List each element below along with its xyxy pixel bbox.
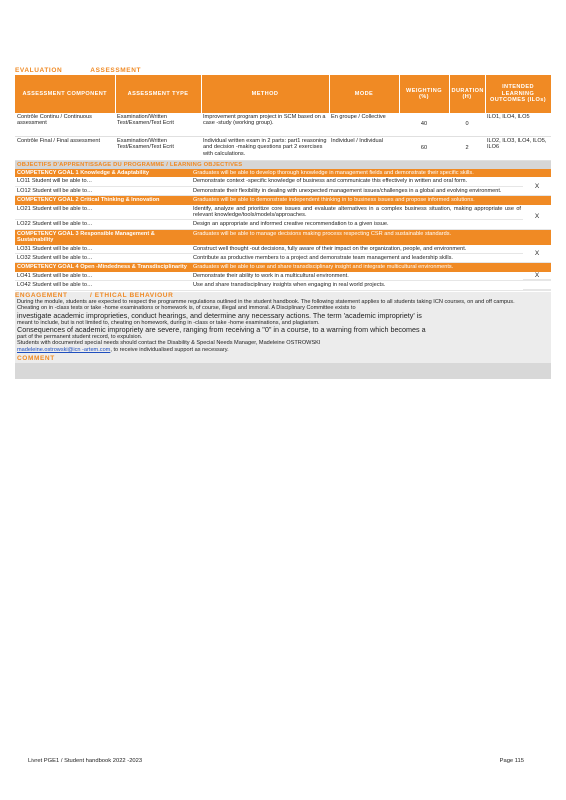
lo-id: LO31 Student will be able to… xyxy=(17,245,93,252)
learning-outcome-row xyxy=(15,245,523,254)
competency-title: COMPETENCY GOAL 4 Open -Mindedness & Transdisciplinarity xyxy=(17,264,187,271)
engagement-paragraph: investigate academic improprieties, conduct hearings, and determine any necessary actions. The term 'academic impropriety' is xyxy=(17,310,422,320)
header-cell: MODE xyxy=(329,75,399,113)
page-footer xyxy=(28,758,524,764)
lo-text: Demonstrate their ability to work in a multicultural environment. xyxy=(193,272,349,279)
component-cell: Contrôle Continu / Continuous assessment xyxy=(15,113,115,137)
competency-description: Graduates will be able to demonstrate independent thinking in to business issues and propose informed solutions. xyxy=(193,197,475,204)
lo-id: LO11 Student will be able to… xyxy=(17,178,93,185)
competency-goal-4 xyxy=(15,263,551,271)
lo-text: Identify, analyze and prioritize core issues and evaluate alternatives in a complex business situation, making appropriate use of relevant knowledge/tools/models/approaches. xyxy=(193,205,521,219)
engagement-paragraph: Students with documented special needs should contact the Disability & Special Needs Manager, Madeleine OSTROWSKI xyxy=(17,340,321,347)
alignment-mark: X xyxy=(523,205,551,230)
learning-outcome-row xyxy=(15,187,523,196)
competency-goal-2 xyxy=(15,196,551,204)
engagement-paragraph: Consequences of academic impropriety are severe, ranging from receiving a "0" in a course, to a warning from which becomes a xyxy=(17,324,426,334)
learning-objectives-bar: OBJECTIFS D'APPRENTISSAGE DU PROGRAMME / LEARNING OBJECTIVES xyxy=(15,161,551,169)
lo-id: LO32 Student will be able to… xyxy=(17,255,93,262)
evaluation-section-title: EVALUATION ASSESSMENT xyxy=(15,67,142,74)
learning-outcomes-group xyxy=(15,177,551,196)
alignment-mark: X xyxy=(523,272,551,280)
lo-id: LO21 Student will be able to… xyxy=(17,205,93,212)
table-row xyxy=(15,113,551,137)
header-cell: ASSESSMENT TYPE xyxy=(115,75,201,113)
learning-outcomes-group xyxy=(15,272,551,291)
learning-outcome-row xyxy=(15,254,523,263)
learning-outcome-row xyxy=(15,177,523,186)
lo-text: Use and share transdisciplinary insights when engaging in real world projects. xyxy=(193,282,386,289)
duration-cell: 0 xyxy=(449,113,485,137)
learning-outcome-row xyxy=(15,281,551,290)
page-content xyxy=(15,66,551,379)
engagement-section-title: ENGAGEMENT / ETHICAL BEHAVIOUR xyxy=(15,292,551,299)
competency-title: COMPETENCY GOAL 2 Critical Thinking & Innovation xyxy=(17,197,160,204)
competency-description: Graduates will be able to use and share transdisciplinary insight and integrate multicultural environments. xyxy=(193,264,454,271)
learning-outcome-row xyxy=(15,220,523,229)
method-cell: Individual written exam in 2 parts: part1 reasoning and decision -making questions part 2 exercises with calculations. xyxy=(201,137,329,161)
competency-goal-1 xyxy=(15,169,551,177)
header-cell: INTENDED LEARNING OUTCOMES (ILOs) xyxy=(485,75,551,113)
competency-title: COMPETENCY GOAL 3 Responsible Management & Sustainability xyxy=(17,230,155,244)
email-link[interactable]: madeleine.ostrowski@icn -artem.com xyxy=(17,346,111,353)
component-cell: Contrôle Final / Final assessment xyxy=(15,137,115,161)
duration-cell: 2 xyxy=(449,137,485,161)
engagement-paragraph: meant to include, but is not limited to, cheating on homework, during in -class or take -home examinations, and plagiarism. xyxy=(17,319,320,326)
header-cell: DURATION (H) xyxy=(449,75,485,113)
engagement-paragraph: During the module, students are expected to respect the programme regulations outlined in the student handbook. The following statement applies to all students taking ICN courses, on and off campus. xyxy=(17,298,515,305)
comment-section-title: COMMENT xyxy=(15,355,551,363)
learning-outcome-row xyxy=(15,205,523,221)
method-cell: Improvement program project in SCM based on a case -study (working group). xyxy=(201,113,329,137)
evaluation-table xyxy=(15,75,552,161)
lo-id: LO42 Student will be able to… xyxy=(17,282,93,289)
lo-text: Contribute as productive members to a project and demonstrate team management and leadership skills. xyxy=(193,255,453,262)
header-cell: WEIGHTING (%) xyxy=(399,75,449,113)
table-row xyxy=(15,137,551,161)
learning-outcome-row xyxy=(15,272,551,281)
lo-text: Demonstrate their flexibility in dealing with unexpected management issues/challenges in a global and evolving environment. xyxy=(193,187,502,194)
weighting-cell: 60 xyxy=(399,137,449,161)
type-cell: Examination/Written Test/Examen/Test Ecrit xyxy=(115,113,201,137)
footer-handbook-label: Livret PGE1 / Student handbook 2022 -2023 xyxy=(28,758,143,764)
page-number: Page 115 xyxy=(499,758,524,764)
competency-description: Graduates will be able to develop thorough knowledge in management fields and demonstrate their specific skills. xyxy=(193,170,474,176)
type-cell: Examination/Written Test/Examen/Test Ecrit xyxy=(115,137,201,161)
evaluation-table-header xyxy=(15,75,551,113)
competency-goal-3 xyxy=(15,230,551,245)
alignment-mark: X xyxy=(523,177,551,196)
engagement-paragraph: Cheating on in -class tests or take -home examinations or homework is, of course, illegal and immoral. A Disciplinary Committee exists to xyxy=(17,305,356,312)
learning-outcomes-group xyxy=(15,245,551,264)
mode-cell: En groupe / Collective xyxy=(329,113,399,137)
competency-title: COMPETENCY GOAL 1 Knowledge & Adaptability xyxy=(17,170,149,176)
engagement-paragraph: madeleine.ostrowski@icn -artem.com, to receive individualised support as necessary. xyxy=(17,346,229,353)
lo-text: Design an appropriate and informed creative recommendation to a given issue. xyxy=(193,221,389,228)
lo-id: LO22 Student will be able to… xyxy=(17,221,93,228)
comment-box xyxy=(15,363,551,379)
alignment-mark: X xyxy=(523,245,551,264)
mode-cell: Individuel / Individual xyxy=(329,137,399,161)
ilos-cell: ILO1, ILO4, ILO5 xyxy=(485,113,551,137)
learning-outcomes-group xyxy=(15,205,551,230)
header-cell: METHOD xyxy=(201,75,329,113)
engagement-paragraph: part of the permanent student record, to expulsion. xyxy=(17,333,143,340)
lo-id: LO12 Student will be able to… xyxy=(17,187,93,194)
header-cell: ASSESSMENT COMPONENT xyxy=(15,75,115,113)
competency-description: Graduates will be able to manage decisions making process respecting CSR and sustainable standards. xyxy=(193,230,452,237)
lo-id: LO41 Student will be able to… xyxy=(17,272,93,279)
lo-text: Construct well thought -out decisions, fully aware of their impact on the organization, people, and environment. xyxy=(193,245,467,252)
engagement-text xyxy=(15,299,551,355)
lo-text: Demonstrate context -specific knowledge of business and communicate this effectively in written and oral form. xyxy=(193,178,468,185)
ilos-cell: ILO2, ILO3, ILO4, ILO5, ILO6 xyxy=(485,137,551,161)
weighting-cell: 40 xyxy=(399,113,449,137)
